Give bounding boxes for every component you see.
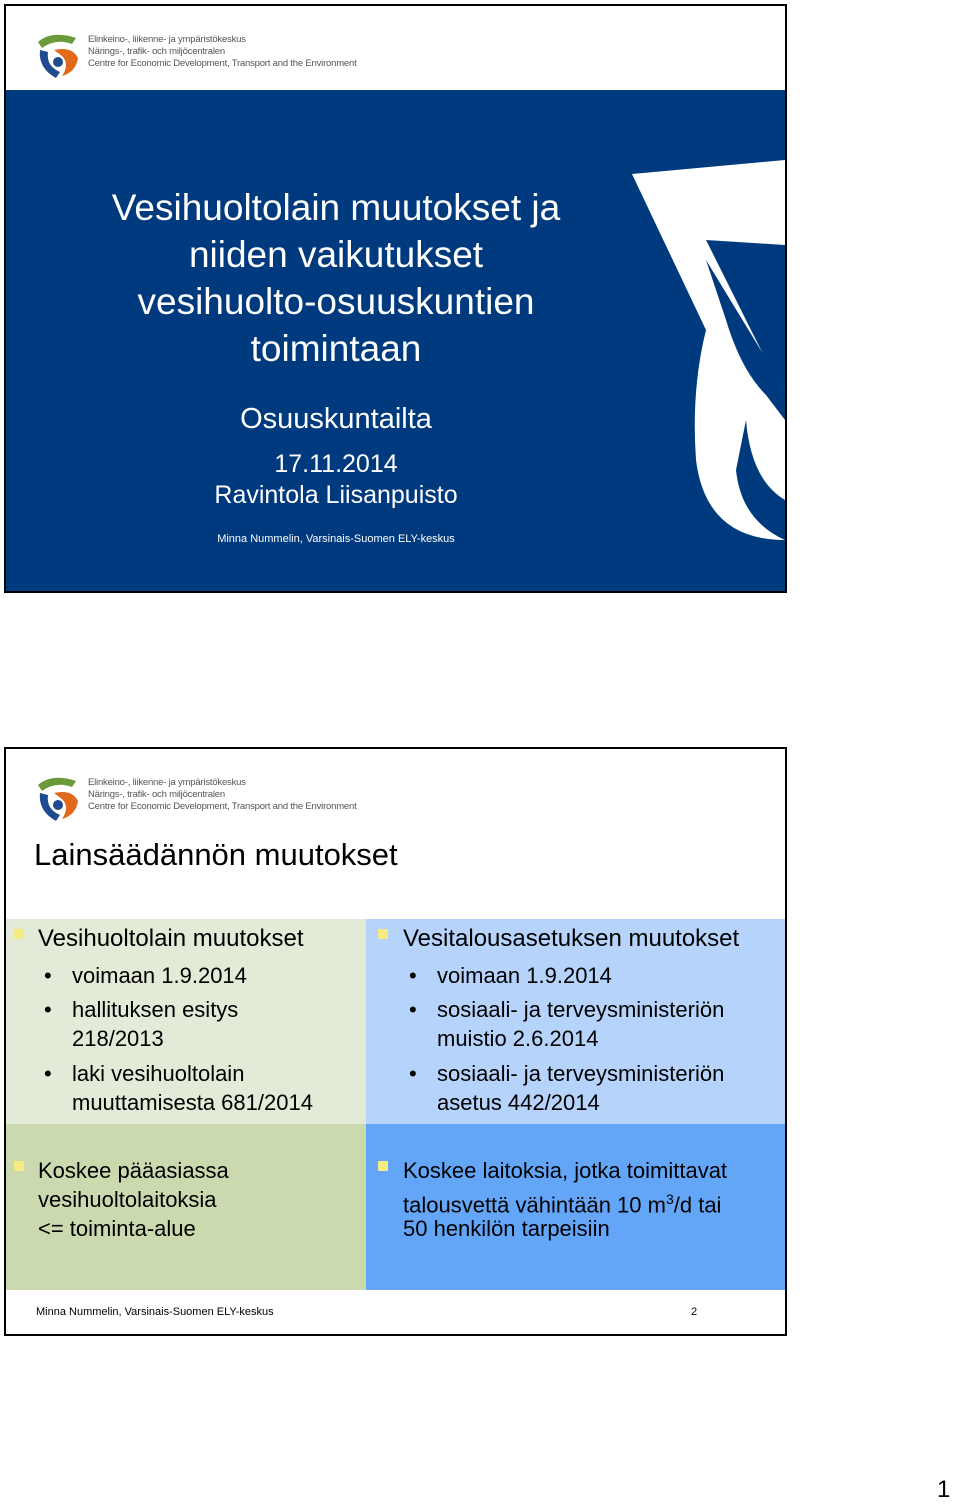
ely-logo [32, 28, 372, 84]
bullet-dot-icon: • [44, 1061, 52, 1086]
logo-line-2: Närings-, trafik- och miljöcentralen [88, 46, 225, 57]
list-item [409, 995, 777, 1053]
bullet-square-icon [378, 929, 388, 939]
logo-line-3: Centre for Economic Development, Transport and the Environment [88, 801, 357, 812]
scope-line: vesihuoltolaitoksia [38, 1187, 217, 1212]
logo-line-2: Närings-, trafik- och miljöcentralen [88, 789, 225, 800]
slide-1-subtitle: Osuuskuntailta [240, 403, 432, 435]
event-date: 17.11.2014 [274, 450, 398, 478]
event-venue: Ravintola Liisanpuisto [214, 481, 458, 509]
list-item [409, 961, 777, 990]
scope-line: <= toiminta-alue [38, 1216, 196, 1241]
list-item [409, 1059, 777, 1117]
list-item-text: voimaan 1.9.2014 [72, 963, 247, 988]
bullet-dot-icon: • [409, 963, 417, 988]
bullet-dot-icon: • [44, 963, 52, 988]
superscript: 3 [665, 1191, 674, 1207]
ely-logo-icon [32, 771, 84, 825]
list-item-text: sosiaali- ja terveysministeriön muistio 2.6.2014 [437, 997, 725, 1051]
panel-heading: Vesihuoltolain muutokset [38, 925, 304, 952]
slide-1-date-venue [56, 449, 616, 511]
list-item [44, 1059, 357, 1117]
bullet-square-icon [14, 929, 24, 939]
bullet-square-icon [14, 1161, 24, 1171]
list-item-text: voimaan 1.9.2014 [437, 963, 612, 988]
bullet-dot-icon: • [44, 997, 52, 1022]
title-line: niiden vaikutukset [188, 234, 484, 275]
slide-1-title [56, 184, 616, 372]
logo-line-1: Elinkeino-, liikenne- ja ympäristökeskus [88, 777, 246, 788]
ely-logo-icon [32, 28, 84, 82]
scope-line: Koskee pääasiassa [38, 1158, 229, 1183]
logo-line-1: Elinkeino-, liikenne- ja ympäristökeskus [88, 34, 246, 45]
list-item [44, 995, 272, 1053]
panel-water-services-act [6, 919, 366, 1124]
title-line: vesihuolto-osuuskuntien [137, 281, 535, 322]
scope-line: Koskee laitoksia, jotka toimittavat [403, 1158, 728, 1183]
slide-footer-author: Minna Nummelin, Varsinais-Suomen ELY-keskus [36, 1306, 274, 1318]
logo-line-3: Centre for Economic Development, Transport and the Environment [88, 58, 357, 69]
list-item-text: sosiaali- ja terveysministeriön asetus 442/2014 [437, 1061, 725, 1115]
panel-heading: Vesitalousasetuksen muutokset [403, 925, 740, 952]
slide-1 [4, 4, 787, 593]
scope-line: 50 henkilön tarpeisiin [403, 1216, 610, 1241]
title-line: Vesihuoltolain muutokset ja [111, 187, 561, 228]
panel-scope-water-utilities [6, 1124, 366, 1290]
slide-2 [4, 747, 787, 1336]
scope-line-text: talousvettä vähintään 10 m [403, 1192, 666, 1218]
slide-number: 2 [691, 1306, 698, 1318]
title-line: toimintaan [250, 328, 422, 369]
slide-1-author: Minna Nummelin, Varsinais-Suomen ELY-keskus [217, 533, 455, 545]
page-number: 1 [937, 1476, 951, 1503]
list-item [44, 961, 357, 990]
bullet-dot-icon: • [409, 1061, 417, 1086]
bullet-dot-icon: • [409, 997, 417, 1022]
title-band [6, 90, 785, 591]
ely-logo [32, 771, 372, 827]
panel-drinking-water-decree [366, 919, 785, 1124]
bullet-square-icon [378, 1161, 388, 1171]
list-item-text: laki vesihuoltolain muuttamisesta 681/2014 [72, 1061, 313, 1115]
list-item-text: hallituksen esitys 218/2013 [72, 997, 239, 1051]
panel-scope-suppliers [366, 1124, 785, 1290]
scope-line-text: /d tai [673, 1192, 722, 1218]
slide-2-title: Lainsäädännön muutokset [34, 837, 398, 872]
